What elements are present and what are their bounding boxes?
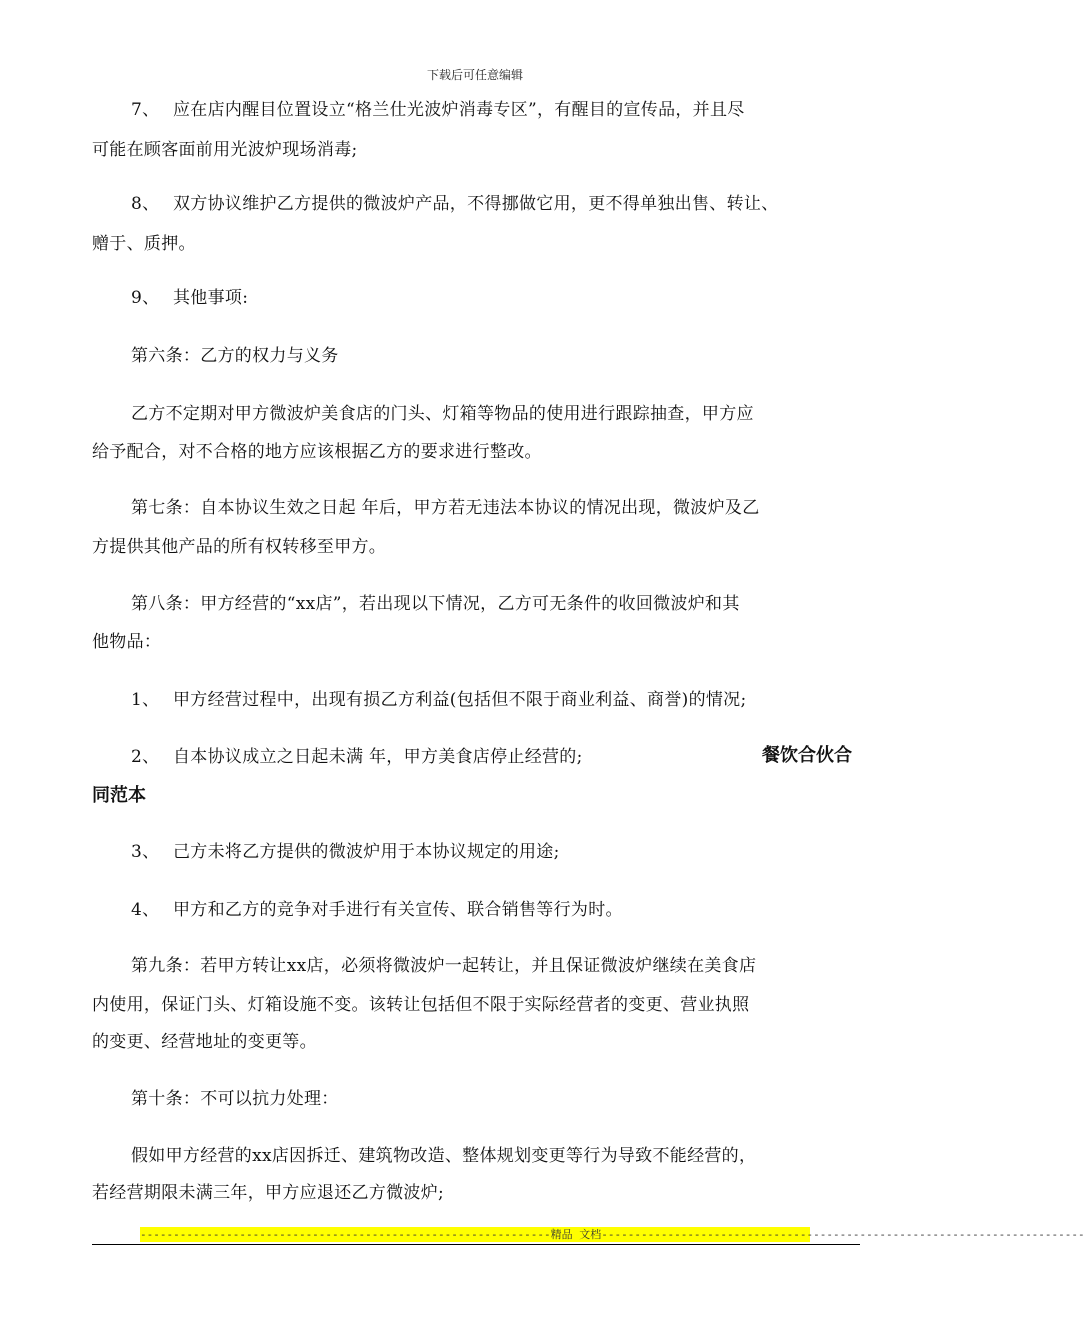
item-text: 双方协议维护乙方提供的微波炉产品，不得挪做它用，更不得单独出售、转让、 bbox=[173, 194, 779, 214]
item-text: 甲方经营过程中，出现有损乙方利益(包括但不限于商业利益、商誉)的情况; bbox=[173, 690, 747, 710]
paragraph-line: 若经营期限未满三年，甲方应退还乙方微波炉; bbox=[92, 1183, 445, 1203]
document-title-part-2: 同范本 bbox=[92, 785, 146, 806]
item-text: 甲方和乙方的竞争对手进行有关宣传、联合销售等行为时。 bbox=[173, 900, 623, 920]
list-item bbox=[131, 840, 560, 864]
item-number: 4、 bbox=[131, 900, 160, 920]
document-title-part-1: 餐饮合伙合 bbox=[762, 745, 852, 766]
item-text: 己方未将乙方提供的微波炉用于本协议规定的用途; bbox=[173, 842, 560, 862]
paragraph-line: 第七条：自本协议生效之日起 年后，甲方若无违法本协议的情况出现，微波炉及乙 bbox=[131, 498, 760, 518]
item-number: 7、 bbox=[131, 100, 160, 120]
item-number: 3、 bbox=[131, 842, 160, 862]
item-number: 1、 bbox=[131, 690, 160, 710]
paragraph-line: 假如甲方经营的xx店因拆迁、建筑物改造、整体规划变更等行为导致不能经营的， bbox=[131, 1146, 757, 1166]
item-text: 其他事项: bbox=[173, 288, 249, 308]
item-text: 应在店内醒目位置设立“格兰仕光波炉消毒专区”，有醒目的宣传品，并且尽 bbox=[173, 100, 745, 120]
paragraph-line: 可能在顾客面前用光波炉现场消毒; bbox=[92, 140, 358, 160]
paragraph-line: 他物品： bbox=[92, 632, 162, 652]
paragraph-line bbox=[131, 98, 745, 122]
paragraph-line: 乙方不定期对甲方微波炉美食店的门头、灯箱等物品的使用进行跟踪抽查，甲方应 bbox=[131, 404, 754, 424]
paragraph-line: 第八条：甲方经营的“xx店”，若出现以下情况，乙方可无条件的收回微波炉和其 bbox=[131, 594, 740, 614]
header-note: 下载后可任意编辑 bbox=[426, 68, 523, 82]
list-item bbox=[131, 898, 623, 922]
paragraph-line bbox=[131, 286, 248, 310]
list-item bbox=[131, 688, 747, 712]
paragraph-line: 第九条：若甲方转让xx店，必须将微波炉一起转让，并且保证微波炉继续在美食店 bbox=[131, 956, 757, 976]
article-heading: 第六条：乙方的权力与义务 bbox=[131, 346, 339, 366]
paragraph-line bbox=[131, 192, 779, 216]
item-text: 自本协议成立之日起未满 年，甲方美食店停止经营的; bbox=[173, 747, 583, 767]
paragraph-line: 的变更、经营地址的变更等。 bbox=[92, 1032, 317, 1052]
item-number: 2、 bbox=[131, 747, 160, 767]
item-number: 8、 bbox=[131, 194, 160, 214]
paragraph-line: 内使用，保证门头、灯箱设施不变。该转让包括但不限于实际经营者的变更、营业执照 bbox=[92, 995, 750, 1015]
article-heading: 第十条：不可以抗力处理： bbox=[131, 1089, 339, 1109]
footer-banner: --------------------------------------------------------------精品 文档------------------------------------------------------------------------- bbox=[140, 1228, 1085, 1241]
paragraph-line: 方提供其他产品的所有权转移至甲方。 bbox=[92, 537, 387, 557]
footer-divider bbox=[92, 1244, 860, 1245]
list-item bbox=[131, 745, 583, 769]
paragraph-line: 赠于、质押。 bbox=[92, 234, 196, 254]
item-number: 9、 bbox=[131, 288, 160, 308]
paragraph-line: 给予配合，对不合格的地方应该根据乙方的要求进行整改。 bbox=[92, 442, 542, 462]
